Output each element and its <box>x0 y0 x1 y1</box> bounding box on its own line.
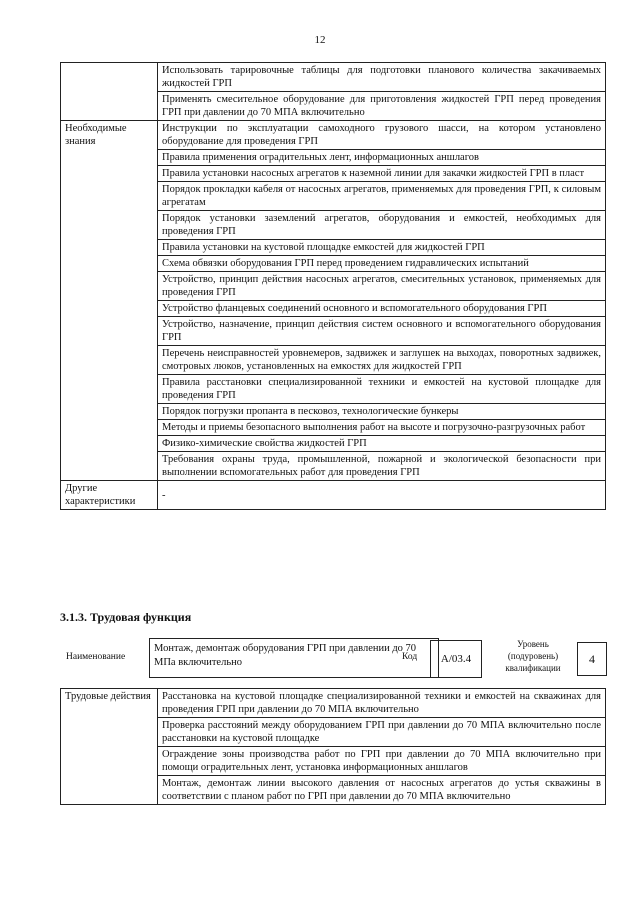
qualification-level-value: 4 <box>577 642 607 676</box>
table-cell: Правила установки насосных агрегатов к наземной линии для закачки жидкостей ГРП в пласт <box>158 166 606 182</box>
table-cell: Инструкции по эксплуатации самоходного грузового шасси, на котором установлено оборудование для проведения ГРП <box>158 121 606 150</box>
table-cell: Методы и приемы безопасного выполнения работ на высоте и погрузочно-разгрузочных работ <box>158 420 606 436</box>
knowledge-table <box>60 62 606 510</box>
table-cell: Ограждение зоны производства работ по ГРП при давлении до 70 МПА включительно при помощи оградительных лент, установка информационных аншлагов <box>158 747 606 776</box>
table-cell: Устройство, принцип действия насосных агрегатов, смесительных установок, применяемых для проведения ГРП <box>158 272 606 301</box>
table-row <box>61 481 606 510</box>
actions-label: Трудовые действия <box>61 689 158 805</box>
other-characteristics-value: - <box>158 481 606 510</box>
table-row <box>61 63 606 92</box>
table-cell: Монтаж, демонтаж линии высокого давления от насосных агрегатов до устья скважины в соответствии с планом работ по ГРП при давлении до 70 МПА включительно <box>158 776 606 805</box>
table-cell: Расстановка на кустовой площадке специализированной техники и емкостей на скважинах для проведения ГРП при давлении до 70 МПА включительно <box>158 689 606 718</box>
code-label: Код <box>402 652 418 662</box>
table-cell: Порядок прокладки кабеля от насосных агрегатов, применяемых для проведения ГРП, к силовым агрегатам <box>158 182 606 211</box>
section-title: 3.1.3. Трудовая функция <box>60 610 192 624</box>
table-row <box>61 689 606 718</box>
table-cell: Перечень неисправностей уровнемеров, задвижек и заглушек на выходах, поворотных задвижек, смотровых люков, установленных на емкостях для жидкостей ГРП <box>158 346 606 375</box>
table-cell: Порядок погрузки пропанта в песковоз, технологические бункеры <box>158 404 606 420</box>
name-label: Наименование <box>66 652 126 662</box>
table-cell: Устройство фланцевых соединений основного и вспомогательного оборудования ГРП <box>158 301 606 317</box>
table-cell: Правила установки на кустовой площадке емкостей для жидкостей ГРП <box>158 240 606 256</box>
table-cell: Схема обвязки оборудования ГРП перед проведением гидравлических испытаний <box>158 256 606 272</box>
table-cell: Использовать тарировочные таблицы для подготовки планового количества закачиваемых жидкостей ГРП <box>158 63 606 92</box>
labor-actions-table <box>60 688 606 805</box>
table-cell: Порядок установки заземлений агрегатов, оборудования и емкостей, необходимых для проведения ГРП <box>158 211 606 240</box>
code-value: А/03.4 <box>430 640 482 678</box>
table-cell: Проверка расстояний между оборудованием ГРП при давлении до 70 МПА включительно после расстановки на кустовой площадке <box>158 718 606 747</box>
qualification-level-label: Уровень (подуровень) квалификации <box>505 639 561 673</box>
table-row <box>61 121 606 150</box>
page-number: 12 <box>314 34 326 46</box>
table-cell: Правила применения оградительных лент, информационных аншлагов <box>158 150 606 166</box>
table-cell: Физико-химические свойства жидкостей ГРП <box>158 436 606 452</box>
knowledge-label: Необходимые знания <box>61 121 158 481</box>
other-characteristics-label: Другие характеристики <box>61 481 158 510</box>
table-cell: Требования охраны труда, промышленной, пожарной и экологической безопасности при выполнении вспомогательных работ для проведения ГРП <box>158 452 606 481</box>
empty-label-cell <box>61 63 158 121</box>
name-value: Монтаж, демонтаж оборудования ГРП при давлении до 70 МПа включительно <box>149 638 439 678</box>
table-cell: Применять смесительное оборудование для приготовления жидкостей ГРП перед проведения ГРП при давлении до 70 МПА включительно <box>158 92 606 121</box>
table-cell: Устройство, назначение, принцип действия систем основного и вспомогательного оборудования ГРП <box>158 317 606 346</box>
function-header <box>60 636 606 684</box>
table-cell: Правила расстановки специализированной техники и емкостей на кустовой площадке для проведения ГРП <box>158 375 606 404</box>
